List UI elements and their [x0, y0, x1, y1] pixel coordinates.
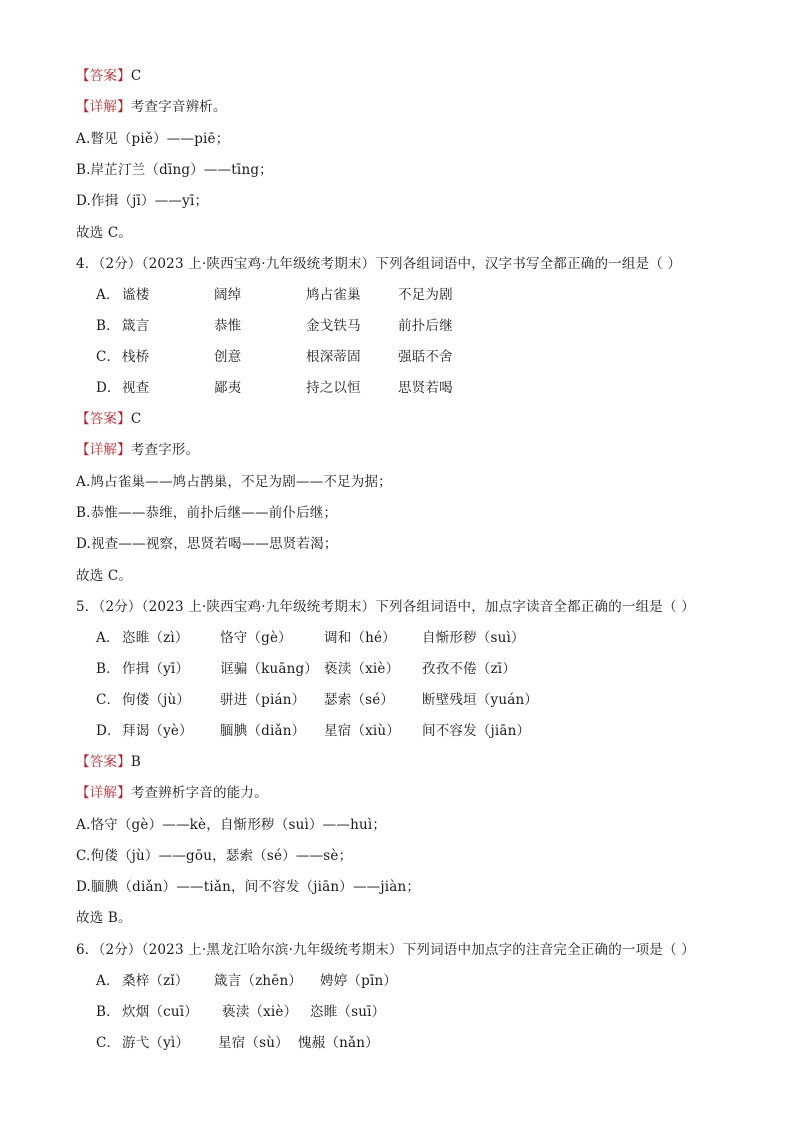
q6-stem: 6．（2分）（2023 上·黑龙江哈尔滨·九年级统考期末）下列词语中加点字的注音完全正确的一项是（ ） — [76, 942, 695, 958]
detail-text: 考查字形。 — [130, 442, 200, 458]
q3-explanation-a: A.瞥见（piě）——piē； — [76, 131, 230, 147]
q4-stem: 4．（2分）（2023 上·陕西宝鸡·九年级统考期末）下列各组词语中，汉字书写全都正确的一组是（ ） — [76, 256, 682, 272]
answer-tag: 【答案】 — [76, 68, 131, 84]
answer-value: C — [130, 68, 142, 84]
detail-tag: 【详解】 — [76, 99, 131, 115]
q4-option-c: C． 栈桥 创意 根深蒂固 强聒不舍 — [96, 349, 453, 365]
q4-detail-line — [76, 440, 199, 460]
q3-answer-line — [76, 66, 141, 86]
q3-detail-line — [76, 97, 227, 117]
q5-explanation-c: C.佝偻（jù）——gōu，瑟索（sé）——sè； — [76, 848, 353, 864]
q4-option-d: D．视查 鄙夷 持之以恒 思贤若喝 — [96, 380, 453, 396]
q5-explanation-a: A.恪守（gè）——kè，自惭形秽（suì）——huì； — [76, 817, 387, 833]
q5-option-d: D．拜谒（yè） 腼腆（diǎn） 星宿（xiù） 间不容发（jiān） — [96, 723, 531, 739]
q5-answer-line — [76, 752, 141, 772]
answer-value: B — [130, 754, 141, 770]
q5-option-c: C． 佝偻（jù） 骈进（pián） 瑟索（sé） 断壁残垣（yuán） — [96, 692, 539, 708]
q6-option-c: C． 游弋（yì） 星宿（sù） 愧赧（nǎn） — [96, 1035, 379, 1051]
q5-detail-line — [76, 783, 268, 803]
q4-explanation-b: B.恭惟——恭维，前扑后继——前仆后继； — [76, 505, 338, 521]
q5-explanation-d: D.腼腆（diǎn）——tiǎn，间不容发（jiān）——jiàn； — [76, 879, 421, 895]
q4-conclusion: 故选 C。 — [76, 568, 133, 584]
answer-tag: 【答案】 — [76, 754, 131, 770]
q3-explanation-d: D.作揖（jī）——yī； — [76, 193, 209, 209]
q3-explanation-b: B.岸芷汀兰（dīng）——tīng； — [76, 162, 273, 178]
detail-tag: 【详解】 — [76, 442, 131, 458]
q4-option-a: A． 谧楼 阔绰 鸠占雀巢 不足为剧 — [96, 287, 453, 303]
answer-tag: 【答案】 — [76, 411, 131, 427]
q6-option-b: B． 炊烟（cuī） 亵渎（xiè） 恣睢（suī） — [96, 1004, 386, 1020]
q3-conclusion: 故选 C。 — [76, 225, 133, 241]
q5-stem: 5．（2分）（2023 上·陕西宝鸡·九年级统考期末）下列各组词语中，加点字读音全都正确的一组是（ ） — [76, 599, 695, 615]
detail-text: 考查辨析字音的能力。 — [130, 785, 268, 801]
q4-explanation-a: A.鸠占雀巢——鸠占鹊巢，不足为剧——不足为据； — [76, 474, 392, 490]
q5-option-a: A． 恣睢（zì） 恪守（gè） 调和（hé） 自惭形秽（suì） — [96, 630, 525, 646]
q4-answer-line — [76, 409, 141, 429]
detail-text: 考查字音辨析。 — [130, 99, 227, 115]
answer-value: C — [130, 411, 142, 427]
detail-tag: 【详解】 — [76, 785, 131, 801]
q5-option-b: B． 作揖（yī） 诓骗（kuāng） 亵渎（xiè） 孜孜不倦（zī） — [96, 661, 517, 677]
q4-explanation-d: D.视查——视察，思贤若喝——思贤若渴； — [76, 536, 338, 552]
q5-conclusion: 故选 B。 — [76, 910, 132, 926]
q4-option-b: B． 箴言 恭惟 金戈铁马 前扑后继 — [96, 318, 453, 334]
q6-option-a: A． 桑梓（zǐ） 箴言（zhēn） 娉婷（pīn） — [96, 973, 398, 989]
